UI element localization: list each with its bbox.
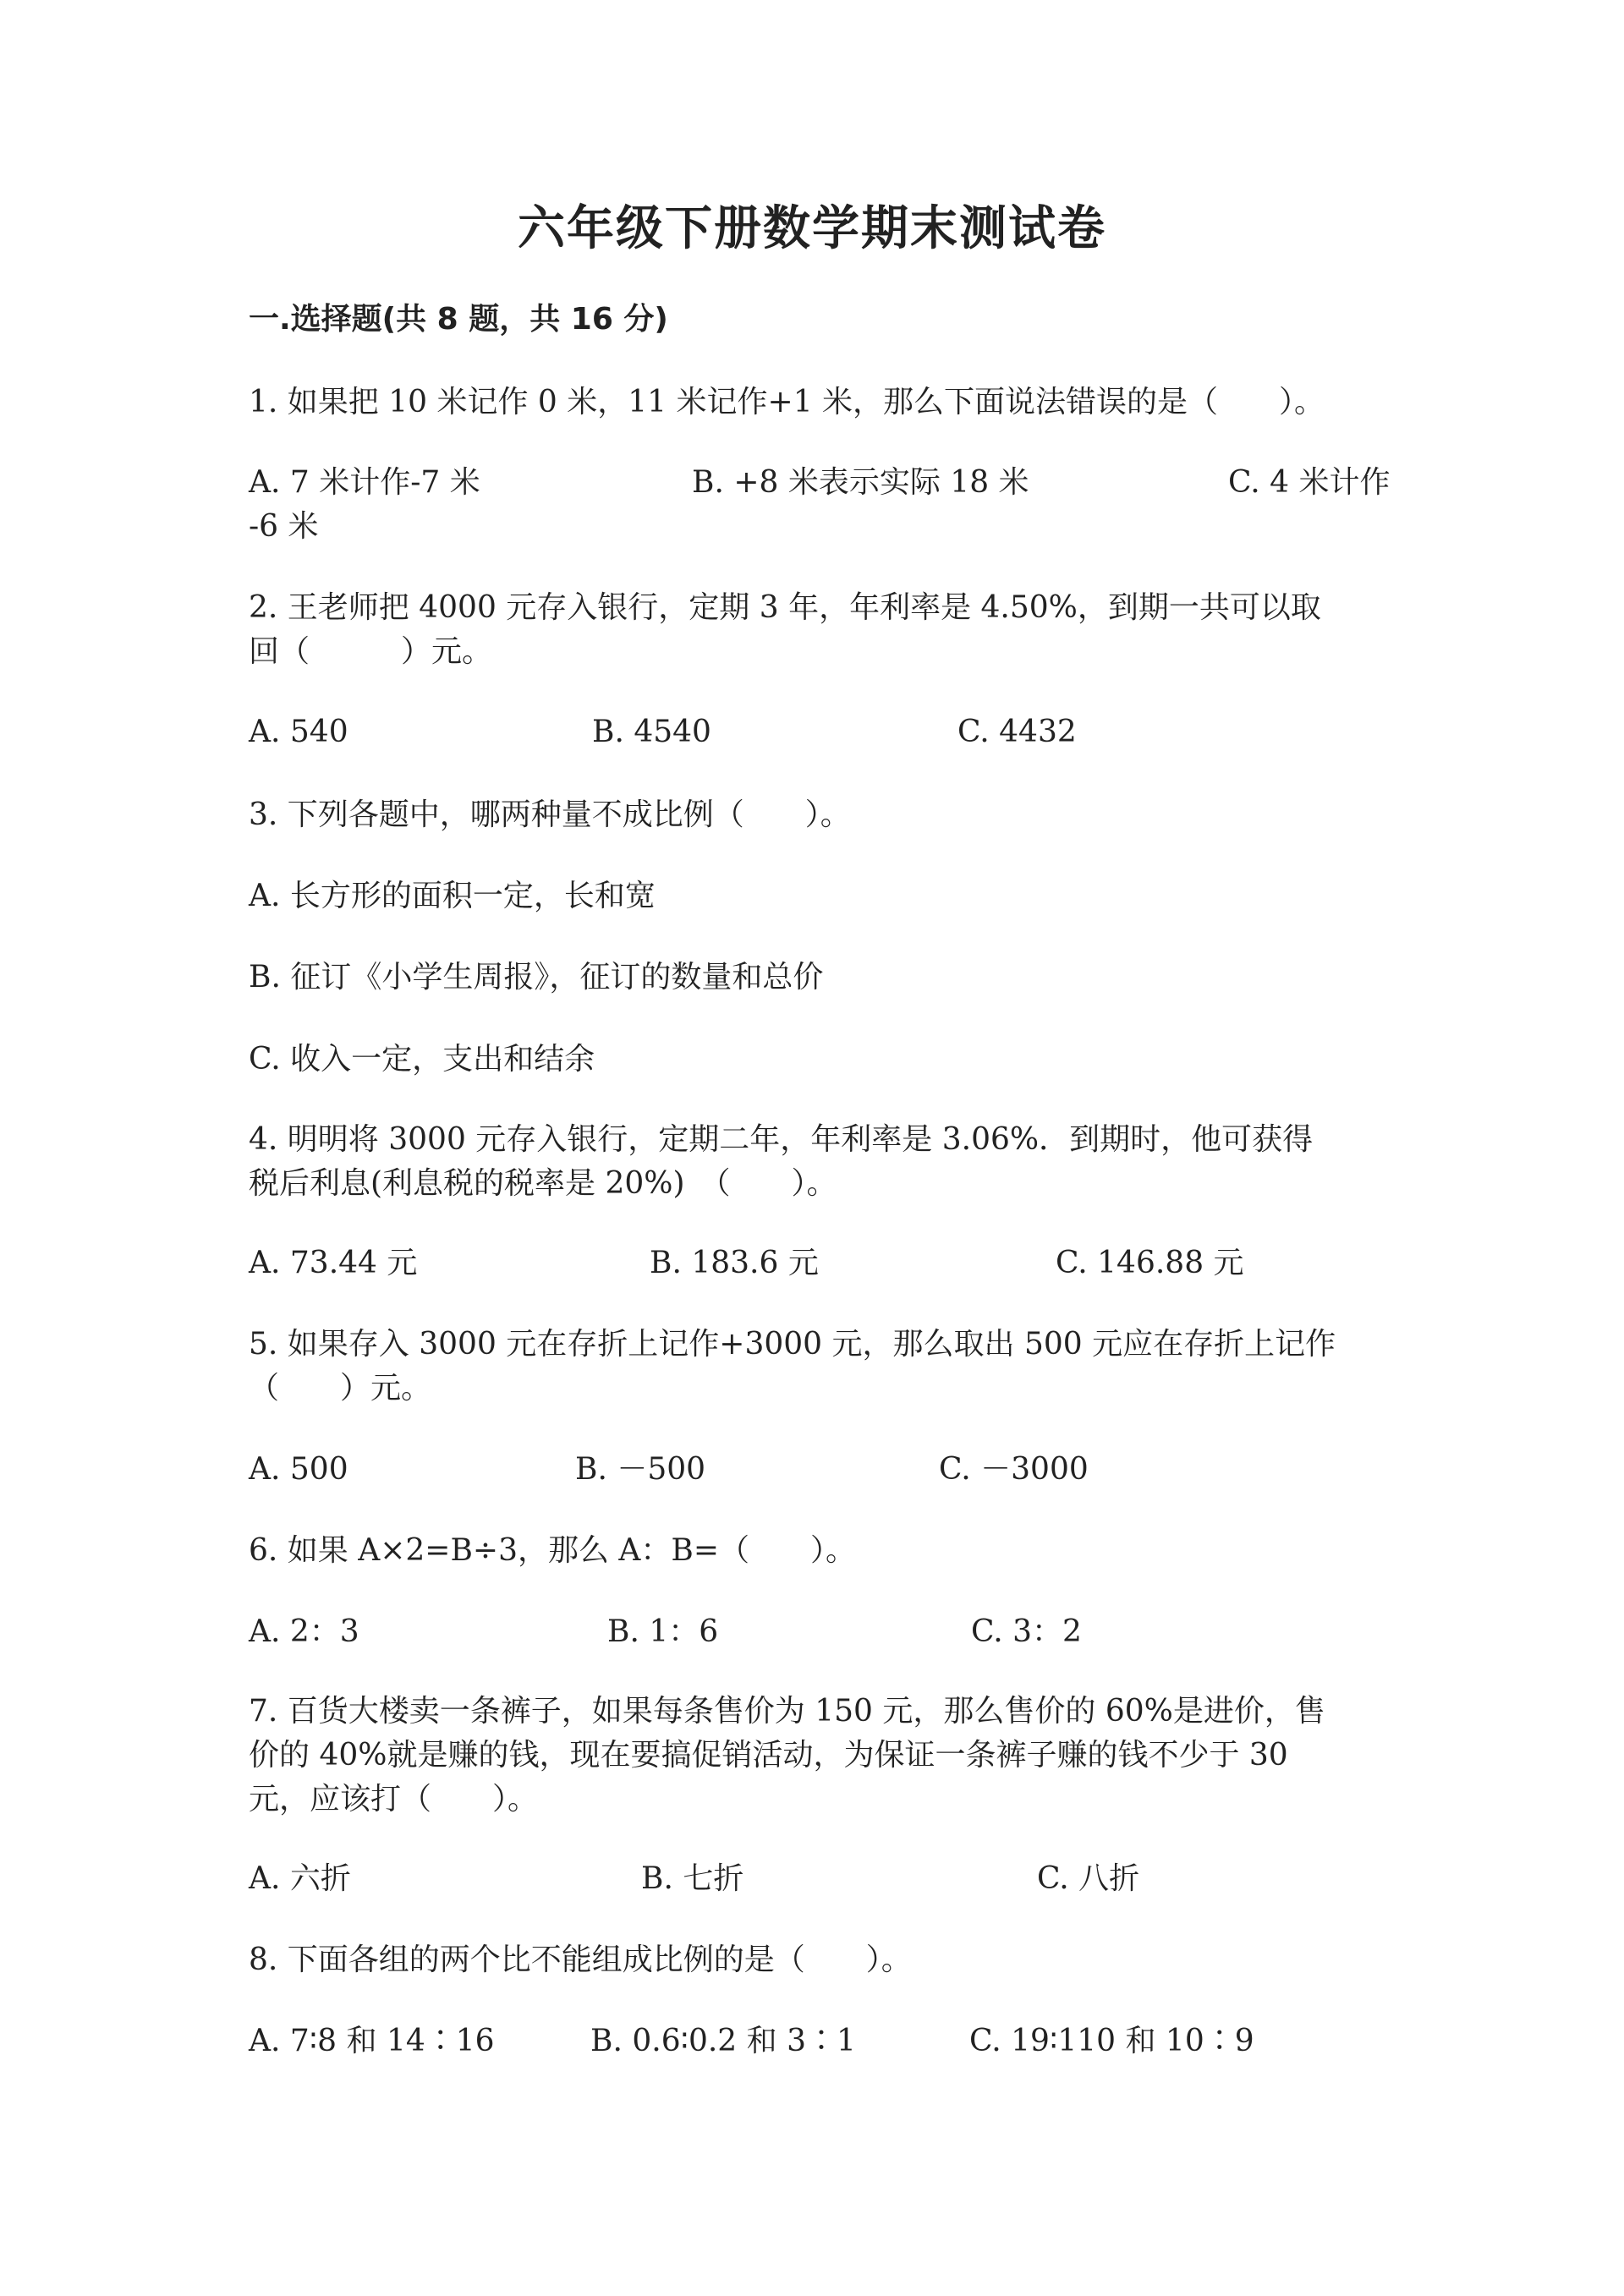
question-8-text: 8. 下面各组的两个比不能组成比例的是（ ）。 [249, 1943, 912, 1977]
question-4-option-b: B. 183.6 元 [650, 1246, 819, 1280]
question-6-text: 6. 如果 A×2=B÷3，那么 A：B=（ ）。 [249, 1533, 857, 1568]
question-4-text: 4. 明明将 3000 元存入银行，定期二年，年利率是 3.06%．到期时，他可获得 税后利息(利息税的税率是 20%) （ ）。 [249, 1122, 1314, 1201]
question-1-text: 1. 如果把 10 米记作 0 米，11 米记作+1 米，那么下面说法错误的是（ ）。 [249, 385, 1325, 419]
question-5-option-c: C. －3000 [939, 1452, 1089, 1487]
question-3-text: 3. 下列各题中，哪两种量不成比例（ ）。 [249, 797, 851, 832]
question-1-option-c-wrap: -6 米 [249, 509, 319, 544]
question-7-option-a: A. 六折 [249, 1861, 351, 1896]
question-5-option-b: B. －500 [575, 1452, 706, 1487]
question-7-option-c: C. 八折 [1037, 1861, 1140, 1896]
question-8-option-a: A. 7∶8 和 14∶16 [249, 2024, 495, 2058]
question-5-text: 5. 如果存入 3000 元在存折上记作+3000 元，那么取出 500 元应在存折上记作 （ ）元。 [249, 1327, 1336, 1406]
question-8-option-c: C. 19∶110 和 10∶9 [969, 2024, 1254, 2058]
question-5-option-a: A. 500 [249, 1452, 348, 1487]
section-heading: 一.选择题(共 8 题，共 16 分) [249, 302, 668, 337]
question-2-text: 2. 王老师把 4000 元存入银行，定期 3 年，年利率是 4.50%，到期一共可以取 回（ ）元。 [249, 590, 1321, 669]
question-4-option-a: A. 73.44 元 [249, 1246, 418, 1280]
question-6-option-a: A. 2：3 [249, 1614, 359, 1649]
page-title: 六年级下册数学期末测试卷 [518, 200, 1106, 256]
question-2-option-a: A. 540 [249, 715, 348, 749]
question-3-option-a: A. 长方形的面积一定，长和宽 [249, 879, 656, 913]
question-8-option-b: B. 0.6∶0.2 和 3∶1 [590, 2024, 856, 2058]
question-1-option-b: B. +8 米表示实际 18 米 [692, 465, 1029, 500]
question-3-option-b: B. 征订《小学生周报》，征订的数量和总价 [249, 960, 824, 995]
question-4-option-c: C. 146.88 元 [1056, 1246, 1244, 1280]
question-7-text: 7. 百货大楼卖一条裤子，如果每条售价为 150 元，那么售价的 60%是进价，售 价的 40%就是赚的钱，现在要搞促销活动，为保证一条裤子赚的钱不少于 30 元，应该打（ ）。 [249, 1694, 1325, 1817]
question-1-option-a: A. 7 米计作-7 米 [249, 465, 480, 500]
question-1-option-c: C. 4 米计作 [1228, 465, 1391, 500]
question-6-option-b: B. 1：6 [607, 1614, 719, 1649]
question-2-option-c: C. 4432 [957, 715, 1077, 749]
question-6-option-c: C. 3：2 [971, 1614, 1082, 1649]
question-3-option-c: C. 收入一定，支出和结余 [249, 1042, 595, 1077]
question-7-option-b: B. 七折 [641, 1861, 744, 1896]
question-2-option-b: B. 4540 [592, 715, 711, 749]
